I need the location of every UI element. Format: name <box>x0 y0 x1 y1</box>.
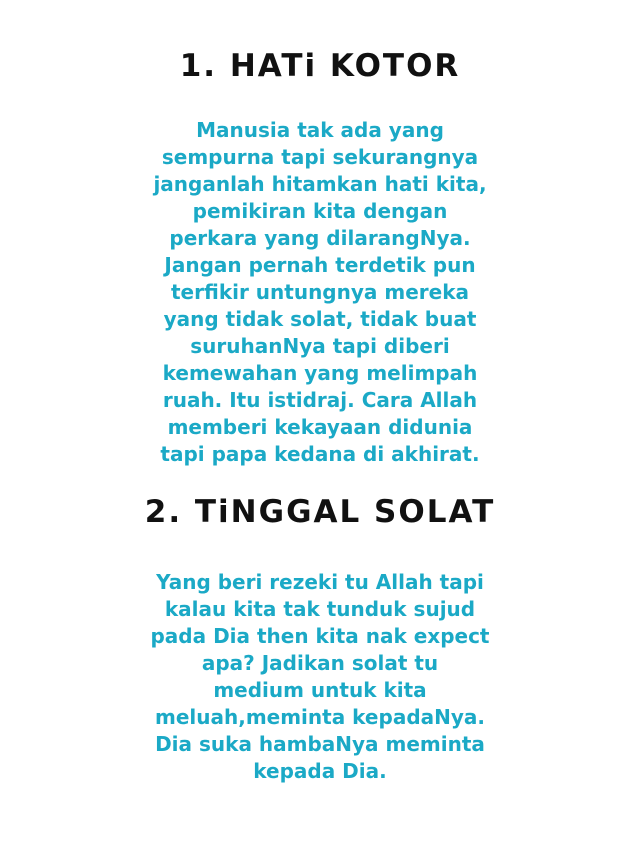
paragraph-line: apa? Jadikan solat tu <box>201 651 439 676</box>
section-heading: 2. TiNGGAL SOLAT <box>144 494 496 530</box>
section-paragraph <box>0 569 640 785</box>
section-hati-kotor <box>0 48 640 468</box>
paragraph-line: kalau kita tak tunduk sujud <box>164 597 476 622</box>
paragraph-line: suruhanNya tapi diberi <box>190 334 450 359</box>
section-tinggal-solat <box>0 494 640 785</box>
paragraph-line: memberi kekayaan didunia <box>167 415 473 440</box>
paragraph-line: meluah,meminta kepadaNya. <box>154 705 485 730</box>
paragraph-line: yang tidak solat, tidak buat <box>163 307 477 332</box>
paragraph-line: tapi papa kedana di akhirat. <box>160 442 480 467</box>
paragraph-line: medium untuk kita <box>213 678 427 703</box>
section-heading: 1. HATi KOTOR <box>179 48 461 84</box>
paragraph-line: Dia suka hambaNya meminta <box>155 732 485 757</box>
paragraph-line: Yang beri rezeki tu Allah tapi <box>156 570 484 595</box>
paragraph-line: Manusia tak ada yang <box>196 118 444 143</box>
paragraph-line: janganlah hitamkan hati kita, <box>153 172 487 197</box>
paragraph-line: pada Dia then kita nak expect <box>150 624 490 649</box>
paragraph-line: ruah. Itu istidraj. Cara Allah <box>162 388 478 413</box>
paragraph-line: pemikiran kita dengan <box>192 199 448 224</box>
paragraph-line: terfikir untungnya mereka <box>171 280 469 305</box>
paragraph-line: perkara yang dilarangNya. <box>169 226 471 251</box>
paragraph-line: Jangan pernah terdetik pun <box>164 253 476 278</box>
paragraph-line: kepada Dia. <box>253 759 387 784</box>
section-paragraph <box>0 117 640 468</box>
paragraph-line: sempurna tapi sekurangnya <box>161 145 479 170</box>
paragraph-line: kemewahan yang melimpah <box>162 361 478 386</box>
